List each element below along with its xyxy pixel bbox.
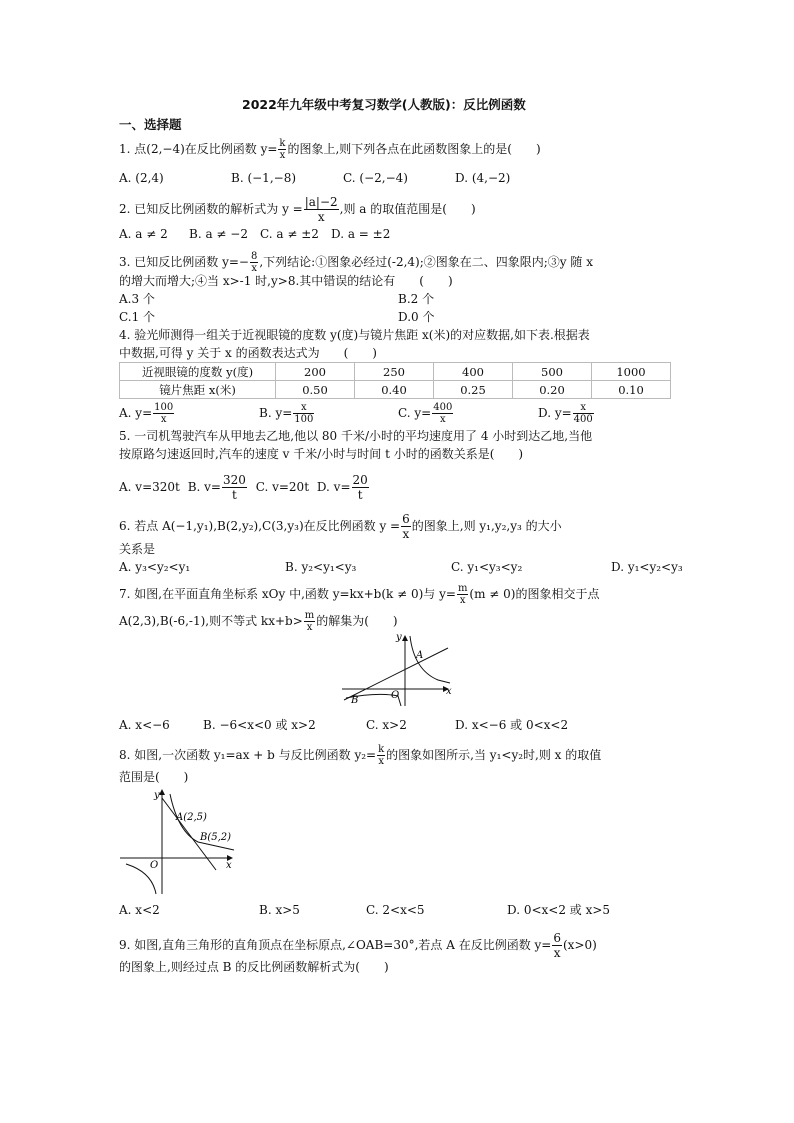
q7-text-post: (m ≠ 0)的图象相交于点 <box>469 587 600 601</box>
q6-text-post: 的图象上,则 y₁,y₂,y₃ 的大小 <box>411 519 562 533</box>
q8-figure <box>118 786 240 898</box>
q7-text-pre: 7. 如图,在平面直角坐标系 xOy 中,函数 y=kx+b(k ≠ 0)与 y= <box>119 587 456 601</box>
table-cell: 500 <box>513 363 592 381</box>
point-b-label: B(5,2) <box>200 832 232 843</box>
q7-figure <box>338 628 458 708</box>
table-cell: 250 <box>355 363 434 381</box>
q2-option-a: A. a ≠ 2 <box>119 227 168 241</box>
x-axis-label: x <box>226 860 232 871</box>
q5-option-a: A. v=320t <box>119 480 180 494</box>
question-7-stem <box>119 583 599 606</box>
q6-option-d: D. y₁<y₂<y₃ <box>611 560 683 574</box>
section-heading: 一、选择题 <box>119 117 182 132</box>
q5-option-b: B. v= $\frac{320}{t}$ <box>187 473 246 502</box>
q6-option-a: A. y₃<y₂<y₁ <box>119 560 191 574</box>
q2-option-d: D. a = ±2 <box>331 227 391 241</box>
q3-option-c: C.1 个 <box>119 310 156 324</box>
table-cell: 近视眼镜的度数 y(度) <box>120 363 276 381</box>
q4-option-d: D. y= $\frac{x}{400}$ <box>538 402 593 425</box>
y-axis-label: y <box>396 632 402 643</box>
q1-option-b: B. (−1,−8) <box>231 171 297 185</box>
q8-option-c: C. 2<x<5 <box>366 903 425 917</box>
q5-option-c: C. v=20t <box>255 480 310 494</box>
y-axis-label: y <box>154 790 160 801</box>
question-8-stem <box>119 744 601 767</box>
q3-fraction: $\frac{8}{x}$ <box>250 251 258 274</box>
q9-text-post: (x>0) <box>563 938 597 952</box>
q9-stem-line2: 的图象上,则经过点 B 的反比例函数解析式为( ) <box>119 960 389 974</box>
q7-option-d: D. x<−6 或 0<x<2 <box>455 718 569 732</box>
q3-option-d: D.0 个 <box>398 310 435 324</box>
question-2-stem <box>119 195 476 224</box>
q6-stem-line2: 关系是 <box>119 542 156 556</box>
q9-fraction: $\frac{6}{x}$ <box>553 931 561 960</box>
q8-option-d: D. 0<x<2 或 x>5 <box>507 903 611 917</box>
q1-option-c: C. (−2,−4) <box>343 171 408 185</box>
table-cell: 镜片焦距 x(米) <box>120 381 276 399</box>
question-3-stem <box>119 251 593 274</box>
q1-option-d: D. (4,−2) <box>455 171 511 185</box>
q6-fraction: $\frac{6}{x}$ <box>402 512 410 541</box>
table-cell: 400 <box>434 363 513 381</box>
table-row <box>120 363 671 381</box>
q8-option-b: B. x>5 <box>259 903 300 917</box>
q9-text-pre: 9. 如图,直角三角形的直角顶点在坐标原点,∠OAB=30°,若点 A 在反比例函数 y= <box>119 938 552 952</box>
table-cell: 200 <box>276 363 355 381</box>
table-cell: 0.25 <box>434 381 513 399</box>
q1-fraction: $\frac{k}{x}$ <box>279 138 286 161</box>
q4-option-a: A. y= $\frac{100}{x}$ <box>119 402 174 425</box>
q1-text-post: 的图象上,则下列各点在此函数图象上的是( ) <box>287 142 541 156</box>
origin-label: O <box>391 690 400 701</box>
q2-option-c: C. a ≠ ±2 <box>260 227 319 241</box>
q4-option-c: C. y= $\frac{400}{x}$ <box>398 402 453 425</box>
q6-text-pre: 6. 若点 A(−1,y₁),B(2,y₂),C(3,y₃)在反比例函数 y = <box>119 519 401 533</box>
q8-fraction: $\frac{k}{x}$ <box>378 744 385 767</box>
q8-text-pre: 8. 如图,一次函数 y₁=ax + b 与反比例函数 y₂= <box>119 748 377 762</box>
table-cell: 0.40 <box>355 381 434 399</box>
point-a-label: A(2,5) <box>176 812 207 823</box>
q6-option-b: B. y₂<y₁<y₃ <box>285 560 357 574</box>
table-cell: 0.50 <box>276 381 355 399</box>
q1-option-a: A. (2,4) <box>119 171 164 185</box>
q3-option-b: B.2 个 <box>398 292 435 306</box>
q8-text-post: 的图象如图所示,当 y₁<y₂时,则 x 的取值 <box>386 748 602 762</box>
table-row <box>120 381 671 399</box>
q6-option-c: C. y₁<y₃<y₂ <box>451 560 523 574</box>
question-6-stem <box>119 512 562 541</box>
q4-stem-line2: 中数据,可得 y 关于 x 的函数表达式为 ( ) <box>119 346 377 360</box>
q7-option-b: B. −6<x<0 或 x>2 <box>203 718 316 732</box>
q7-option-c: C. x>2 <box>366 718 407 732</box>
q4-data-table <box>119 362 671 399</box>
q8-option-a: A. x<2 <box>119 903 160 917</box>
q5-option-d: D. v= $\frac{20}{t}$ <box>316 473 368 502</box>
question-5-stem: 5. 一司机驾驶汽车从甲地去乙地,他以 80 千米/小时的平均速度用了 4 小时到达乙地,当他 <box>119 429 593 443</box>
q1-text-pre: 1. 点(2,−4)在反比例函数 y= <box>119 142 278 156</box>
origin-label: O <box>150 860 159 871</box>
q3-stem-line2: 的增大而增大;④当 x>-1 时,y>8.其中错误的结论有 ( ) <box>119 274 453 288</box>
point-a-label: A <box>416 650 424 661</box>
q5-stem-line2: 按原路匀速返回时,汽车的速度 v 千米/小时与时间 t 小时的函数关系是( ) <box>119 447 524 461</box>
q2-text-post: ,则 a 的取值范围是( ) <box>339 202 476 216</box>
table-cell: 1000 <box>592 363 671 381</box>
question-9-stem <box>119 931 597 960</box>
q3-text-post: ,下列结论:①图象必经过(-2,4);②图象在二、四象限内;③y 随 x <box>259 255 593 269</box>
q5-options <box>119 473 370 502</box>
x-axis-label: x <box>446 686 452 697</box>
table-cell: 0.20 <box>513 381 592 399</box>
q7-option-a: A. x<−6 <box>119 718 170 732</box>
point-b-label: B <box>351 695 359 706</box>
q7-fraction: $\frac{m}{x}$ <box>457 583 468 606</box>
q3-option-a: A.3 个 <box>119 292 155 306</box>
q3-text-pre: 3. 已知反比例函数 y=− <box>119 255 249 269</box>
q4-option-b: B. y= $\frac{x}{100}$ <box>259 402 314 425</box>
q2-text-pre: 2. 已知反比例函数的解析式为 y = <box>119 202 303 216</box>
q7-stem-line2: A(2,3),B(-6,-1),则不等式 kx+b> $\frac{m}{x}$ 的解集为( ) <box>119 610 398 633</box>
q2-option-b: B. a ≠ −2 <box>189 227 248 241</box>
q2-fraction: $\frac{|a|-2}{x}$ <box>304 195 338 224</box>
q8-stem-line2: 范围是( ) <box>119 770 189 784</box>
document-title: 2022年九年级中考复习数学(人教版)：反比例函数 <box>242 97 526 112</box>
question-4-stem: 4. 验光师测得一组关于近视眼镜的度数 y(度)与镜片焦距 x(米)的对应数据,如下表.根据表 <box>119 328 590 342</box>
table-cell: 0.10 <box>592 381 671 399</box>
question-1-stem <box>119 138 541 161</box>
